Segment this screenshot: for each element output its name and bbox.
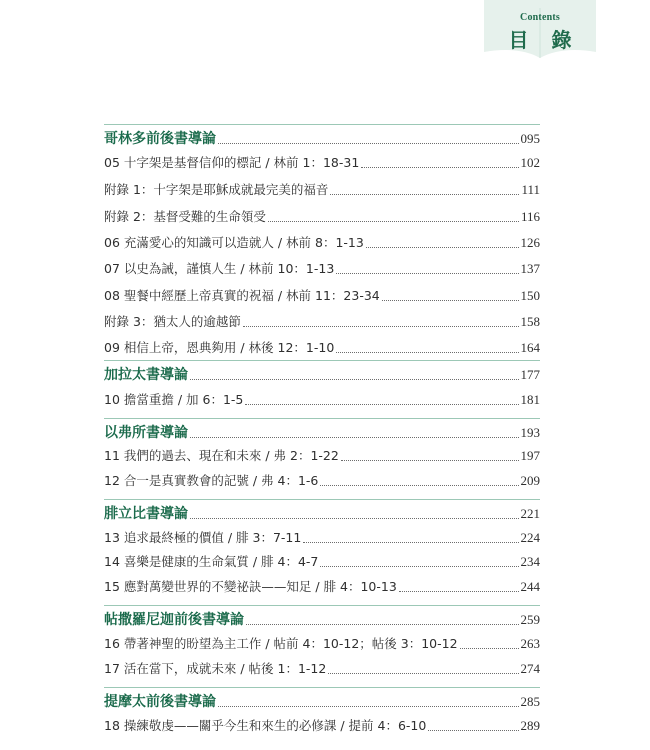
entry-title: 附錄 1：十字架是耶穌成就最完美的福音: [104, 182, 329, 197]
dot-leader: [218, 142, 519, 144]
dot-leader: [268, 220, 519, 222]
dot-leader: [428, 729, 518, 731]
entry-title: 05 十字架是基督信仰的標記 / 林前 1：18-31: [104, 155, 360, 170]
page-number: 177: [520, 367, 540, 382]
page-number: 263: [520, 636, 540, 651]
page-number: 150: [520, 288, 540, 303]
dot-leader: [190, 517, 519, 519]
toc-section-heading[interactable]: [104, 503, 540, 523]
dot-leader: [303, 541, 518, 543]
toc-entry[interactable]: [104, 152, 540, 172]
entry-title: 附錄 2：基督受難的生命領受: [104, 209, 266, 224]
page-number: 289: [520, 718, 540, 733]
section-divider: [104, 418, 540, 419]
dot-leader: [243, 325, 519, 327]
toc-entry[interactable]: [104, 311, 540, 331]
dot-leader: [246, 623, 519, 625]
page-number: 116: [520, 209, 540, 224]
page-number: 197: [520, 448, 540, 463]
dot-leader: [245, 403, 518, 405]
page-number: 181: [520, 392, 540, 407]
entry-title: 17 活在當下，成就未來 / 帖後 1：1-12: [104, 661, 327, 676]
dot-leader: [330, 193, 519, 195]
dot-leader: [328, 672, 518, 674]
page-number: 111: [521, 182, 540, 197]
entry-title: 14 喜樂是健康的生命氣質 / 腓 4：4-7: [104, 554, 319, 569]
toc-entry[interactable]: [104, 206, 540, 226]
entry-title: 附錄 3：猶太人的逾越節: [104, 314, 241, 329]
page-number: 244: [520, 579, 540, 594]
page-number: 102: [520, 155, 540, 170]
page-number: 224: [520, 530, 540, 545]
toc-entry[interactable]: [104, 470, 540, 490]
entry-title: 08 聖餐中經歷上帝真實的祝福 / 林前 11：23-34: [104, 288, 380, 303]
dot-leader: [399, 590, 519, 592]
dot-leader: [341, 459, 519, 461]
entry-title: 11 我們的過去、現在和未來 / 弗 2：1-22: [104, 448, 339, 463]
section-title: 加拉太書導論: [104, 367, 188, 383]
section-divider: [104, 687, 540, 688]
contents-badge: [484, 0, 596, 60]
section-title: 腓立比書導論: [104, 506, 188, 522]
dot-leader: [218, 705, 519, 707]
section-divider: [104, 124, 540, 125]
toc-section-heading[interactable]: [104, 691, 540, 711]
page-number: 285: [520, 694, 540, 709]
dot-leader: [320, 484, 518, 486]
entry-title: 15 應對萬變世界的不變祕訣——知足 / 腓 4：10-13: [104, 579, 397, 594]
entry-title: 18 操練敬虔——關乎今生和來生的必修課 / 提前 4：6-10: [104, 718, 427, 733]
section-divider: [104, 605, 540, 606]
dot-leader: [190, 378, 519, 380]
page-number: 095: [520, 131, 540, 146]
entry-title: 10 擔當重擔 / 加 6：1-5: [104, 392, 244, 407]
toc-entry[interactable]: [104, 715, 540, 735]
entry-title: 07 以史為誡，謹慎人生 / 林前 10：1-13: [104, 261, 335, 276]
section-title: 哥林多前後書導論: [104, 131, 216, 147]
dot-leader: [336, 272, 518, 274]
dot-leader: [361, 166, 518, 168]
toc-section-heading[interactable]: [104, 422, 540, 442]
toc-entry[interactable]: [104, 232, 540, 252]
toc-entry[interactable]: [104, 389, 540, 409]
entry-title: 12 合一是真實教會的記號 / 弗 4：1-6: [104, 473, 319, 488]
toc-entry[interactable]: [104, 633, 540, 653]
dot-leader: [320, 565, 518, 567]
toc-entry[interactable]: [104, 445, 540, 465]
page-number: 221: [520, 506, 540, 521]
dot-leader: [366, 246, 519, 248]
toc-section-heading[interactable]: [104, 128, 540, 148]
dot-leader: [460, 647, 519, 649]
page-number: 274: [520, 661, 540, 676]
dot-leader: [382, 299, 519, 301]
page-number: 164: [520, 340, 540, 355]
page-number: 193: [520, 425, 540, 440]
toc-entry[interactable]: [104, 576, 540, 596]
toc-section-heading[interactable]: [104, 364, 540, 384]
page-number: 234: [520, 554, 540, 569]
dot-leader: [336, 351, 518, 353]
toc-entry[interactable]: [104, 551, 540, 571]
section-divider: [104, 499, 540, 500]
section-title: 提摩太前後書導論: [104, 694, 216, 710]
toc-entry[interactable]: [104, 658, 540, 678]
entry-title: 13 追求最終極的價值 / 腓 3：7-11: [104, 530, 302, 545]
entry-title: 06 充滿愛心的知識可以造就人 / 林前 8：1-13: [104, 235, 364, 250]
page-number: 209: [520, 473, 540, 488]
page-title: 目 錄: [508, 28, 580, 52]
dot-leader: [190, 436, 519, 438]
page-number: 126: [520, 235, 540, 250]
section-title: 帖撒羅尼迦前後書導論: [104, 612, 244, 628]
page-number: 137: [520, 261, 540, 276]
toc-entry[interactable]: [104, 285, 540, 305]
section-title: 以弗所書導論: [104, 425, 188, 441]
section-divider: [104, 360, 540, 361]
toc-section-heading[interactable]: [104, 609, 540, 629]
page-number: 259: [520, 612, 540, 627]
toc-entry[interactable]: [104, 179, 540, 199]
toc-entry[interactable]: [104, 527, 540, 547]
entry-title: 09 相信上帝，恩典夠用 / 林後 12：1-10: [104, 340, 335, 355]
page-number: 158: [520, 314, 540, 329]
toc-entry[interactable]: [104, 258, 540, 278]
toc-entry[interactable]: [104, 337, 540, 357]
entry-title: 16 帶著神聖的盼望為主工作 / 帖前 4：10-12；帖後 3：10-12: [104, 636, 458, 651]
contents-label: Contents: [520, 12, 560, 23]
